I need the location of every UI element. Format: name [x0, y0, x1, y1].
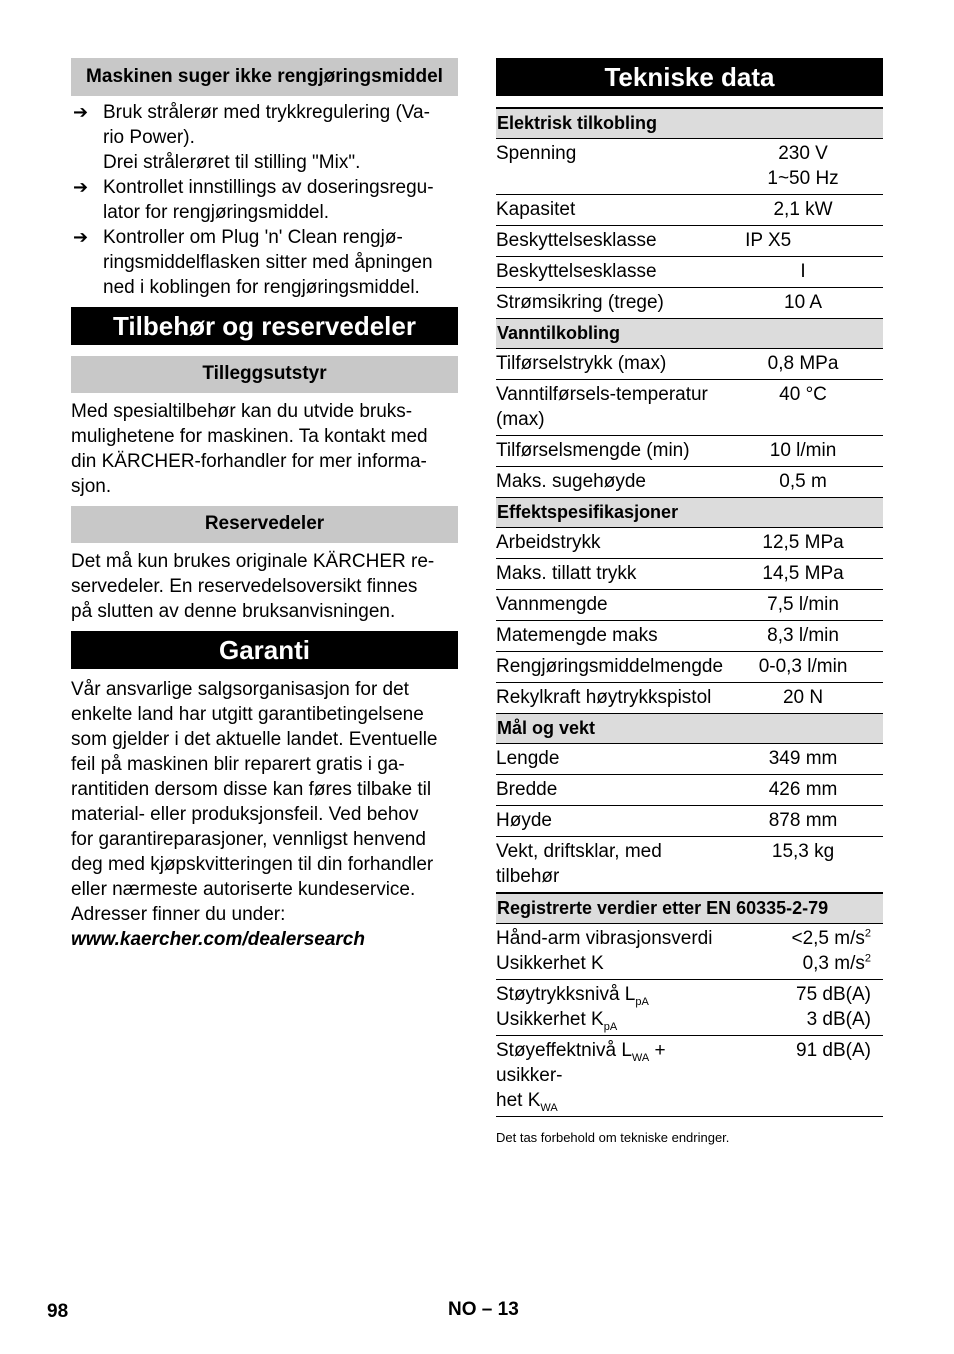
- table-row: Rekylkraft høytrykkspistol 20 N: [496, 683, 883, 714]
- troubleshooting-list: [71, 100, 458, 300]
- table-row: Spenning 230 V 1~50 Hz: [496, 139, 883, 195]
- heading-optional-accessories: Tilleggsutstyr: [71, 356, 458, 393]
- table-section-row: Registrerte verdier etter EN 60335-2-79: [496, 893, 883, 924]
- table-row: Beskyttelsesklasse I: [496, 257, 883, 288]
- table-row: Støyeffektnivå $L_{WA}$ + usikker- het $K_{WA}$ 91 dB(A): [496, 1036, 883, 1117]
- paragraph-warranty: Vår ansvarlige salgsorganisasjon for det enkelte land har utgitt garantibetingelsene som gjelder i det aktuelle landet. Eventuelle feil på maskinen blir reparert gratis i ga- rantitiden dersom disse kan føres tilbake til material- eller produksjonsfeil. Ved behov for garantireparasjoner, vennligst henvend deg med kjøpskvitteringen til din forhandler eller nærmeste autoriserte kundeservice. Adresser finner du under:: [71, 679, 438, 925]
- table-row: Høyde 878 mm: [496, 806, 883, 837]
- heading-accessories: Tilbehør og reservedeler: [71, 307, 458, 345]
- list-item: ➔ Kontrollet innstillings av doseringsregu- lator for rengjøringsmiddel.: [73, 177, 434, 223]
- arrow-right-icon: ➔: [73, 102, 89, 122]
- table-section-row: Mål og vekt: [496, 714, 883, 744]
- right-column: [496, 58, 883, 1146]
- heading-warranty: Garanti: [71, 631, 458, 669]
- table-section-row: Vanntilkobling: [496, 319, 883, 349]
- table-row: Maks. sugehøyde 0,5 m: [496, 467, 883, 498]
- table-row: Arbeidstrykk 12,5 MPa: [496, 528, 883, 559]
- table-row: Bredde 426 mm: [496, 775, 883, 806]
- table-row: Beskyttelsesklasse IP X5: [496, 226, 883, 257]
- list-item: ➔ Bruk strålerør med trykkregulering (Va- rio Power). Drei strålerøret til stilling "Mix".: [73, 102, 430, 173]
- paragraph-spare-parts: Det må kun brukes originale KÄRCHER re- servedeler. En reservedelsoversikt finnes på slutten av denne bruksanvisningen.: [71, 551, 435, 622]
- table-row: Kapasitet 2,1 kW: [496, 195, 883, 226]
- arrow-right-icon: ➔: [73, 177, 89, 197]
- page-number: 98: [47, 1301, 69, 1322]
- heading-technical-data: Tekniske data: [496, 58, 883, 96]
- table-row: Maks. tillatt trykk 14,5 MPa: [496, 559, 883, 590]
- table-row: Hånd-arm vibrasjonsverdi Usikkerhet K <2,5 $m/s^2$ 0,3 $m/s^2$: [496, 924, 883, 980]
- table-row: Rengjøringsmiddelmengde 0-0,3 l/min: [496, 652, 883, 683]
- technical-data-table: [496, 107, 883, 1117]
- table-row: Lengde 349 mm: [496, 744, 883, 775]
- table-row: Støytrykksnivå $L_{pA}$ Usikkerhet $K_{pA}$ 75 dB(A) 3 dB(A): [496, 980, 883, 1036]
- table-row: Matemengde maks 8,3 l/min: [496, 621, 883, 652]
- table-row: Vanntilførsels-temperatur (max) 40 °C: [496, 380, 883, 436]
- paragraph-accessories: Med spesialtilbehør kan du utvide bruks- mulighetene for maskinen. Ta kontakt med din KÄRCHER-forhandler for mer informa- sjon.: [71, 401, 428, 497]
- table-row: Tilførselsmengde (min) 10 l/min: [496, 436, 883, 467]
- table-row: Vekt, driftsklar, med tilbehør 15,3 kg: [496, 837, 883, 894]
- heading-spare-parts: Reservedeler: [71, 506, 458, 543]
- arrow-right-icon: ➔: [73, 227, 89, 247]
- list-item: ➔ Kontroller om Plug 'n' Clean rengjø- ringsmiddelflasken sitter med åpningen ned i koblingen for rengjøringsmiddel.: [73, 227, 433, 298]
- footnote: Det tas forbehold om tekniske endringer.: [496, 1130, 730, 1145]
- table-section-row: Effektspesifikasjoner: [496, 498, 883, 528]
- table-row: Vannmengde 7,5 l/min: [496, 590, 883, 621]
- table-section-row: Elektrisk tilkobling: [496, 108, 883, 139]
- page-code: NO – 13: [448, 1299, 519, 1320]
- left-column: [71, 58, 458, 952]
- table-row: Strømsikring (trege) 10 A: [496, 288, 883, 319]
- table-row: Tilførselstrykk (max) 0,8 MPa: [496, 349, 883, 380]
- dealer-search-link[interactable]: www.kaercher.com/dealersearch: [71, 929, 365, 950]
- section-heading-no-detergent: Maskinen suger ikke rengjøringsmiddel: [71, 58, 458, 96]
